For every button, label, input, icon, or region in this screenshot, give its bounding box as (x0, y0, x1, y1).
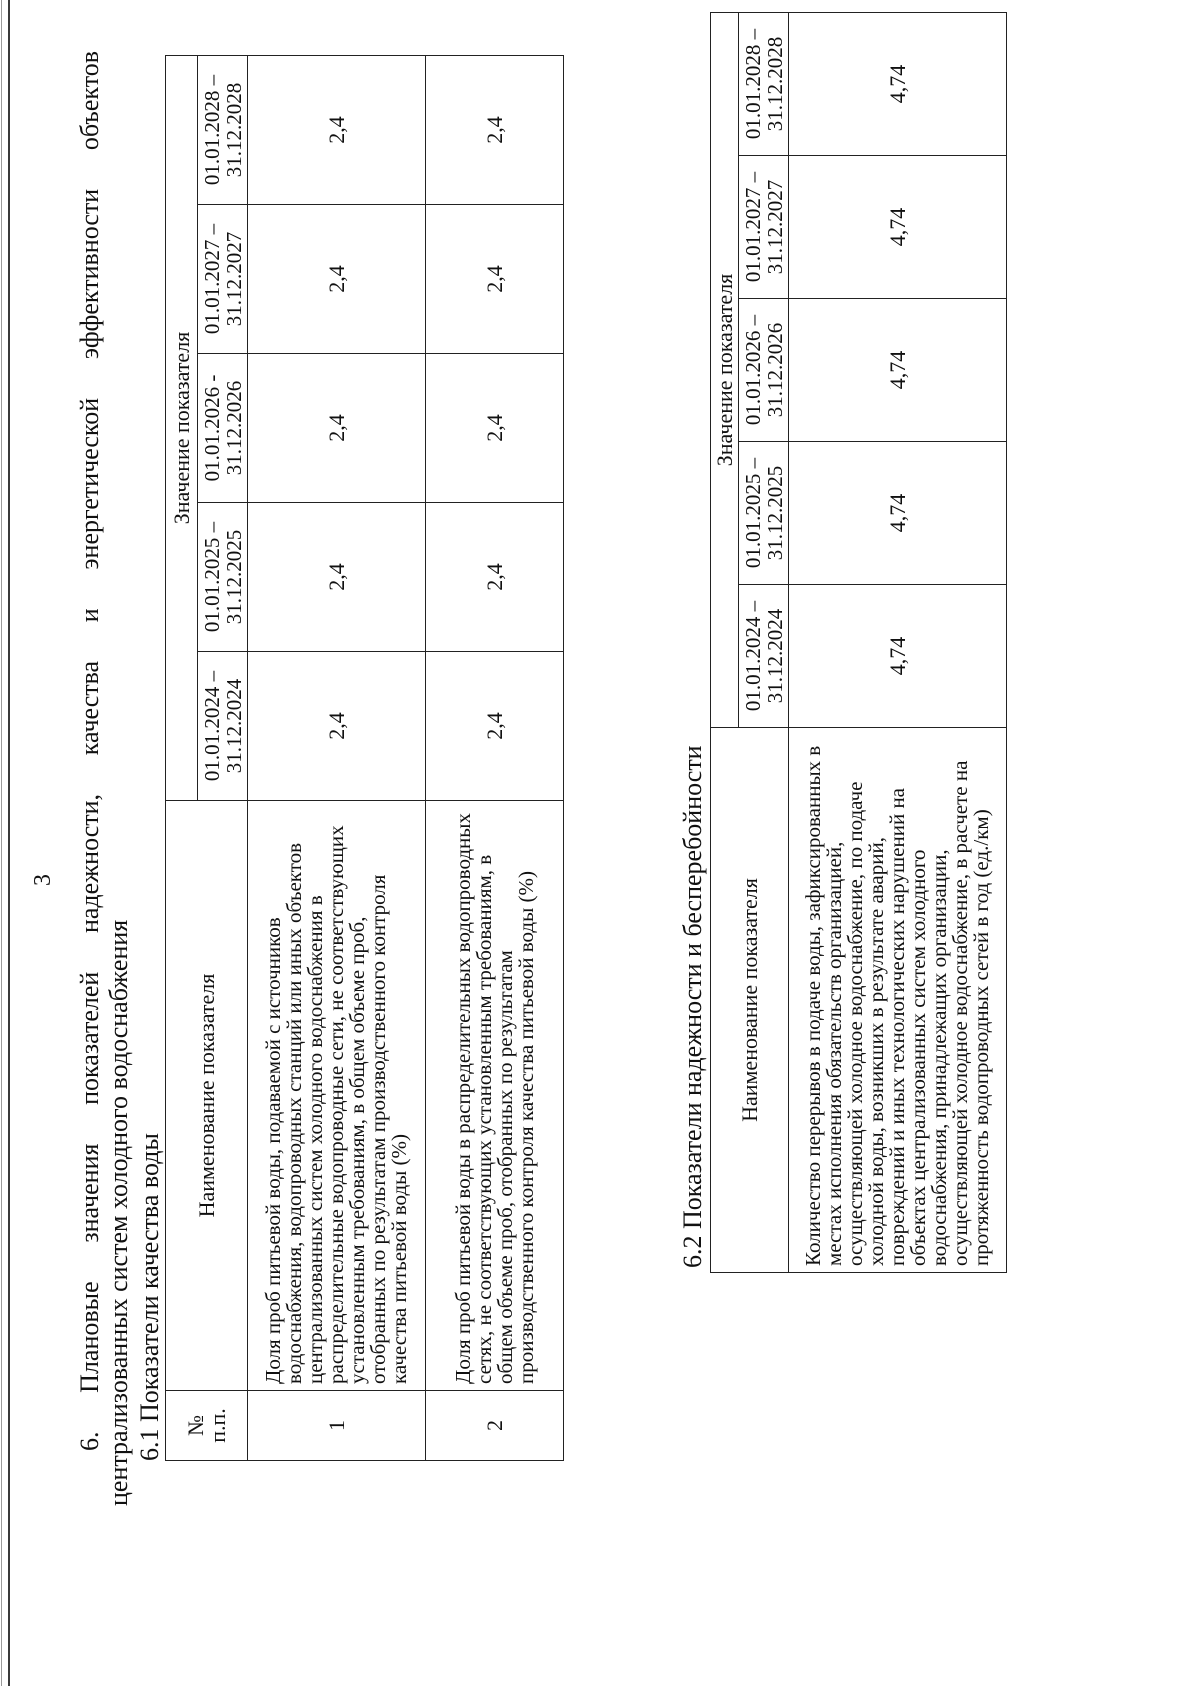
period-header: 01.01.2024 – 31.12.2024 (739, 585, 789, 728)
row-value: 2,4 (248, 205, 426, 354)
row-value: 2,4 (426, 652, 564, 801)
period-header: 01.01.2028 – 31.12.2028 (739, 12, 789, 155)
period-header: 01.01.2024 – 31.12.2024 (198, 652, 248, 801)
row-value: 2,4 (248, 55, 426, 204)
row-value: 2,4 (248, 503, 426, 652)
row-value: 4,74 (789, 585, 1007, 728)
heading-line-1: 6. Плановые значения показателей надежности, качества и энергетической эффективности объектов (75, 51, 104, 1451)
col-name-header: Наименование показателя (166, 801, 248, 1391)
row-number: 2 (426, 1391, 564, 1461)
row-name: Количество перерывов в подаче воды, зафиксированных в местах исполнения обязательств организацией, осуществляющей холодное водоснабжение, по подаче холодной воды, возникших в результате аварий, повреждений и иных технологических нарушений на объектах централизованных систем холодного водоснабжения, принадлежащих организации, осуществляющей холодное водоснабжение, в расчете на протяженность водопроводных сетей в год (ед./км) (789, 728, 1007, 1273)
row-value: 2,4 (248, 652, 426, 801)
col-value-group-header: Значение показателя (711, 12, 739, 727)
period-header: 01.01.2025 – 31.12.2025 (198, 503, 248, 652)
table-row (426, 55, 564, 1460)
table-row (789, 12, 1007, 1272)
row-value: 2,4 (426, 205, 564, 354)
row-value: 4,74 (789, 156, 1007, 299)
row-name: Доля проб питьевой воды, подаваемой с источников водоснабжения, водопроводных станций или иных объектов централизованных систем холодного водоснабжения в распределительные водопроводные сети, не соответствующих установленным требованиям, в общем объеме проб, отобранных по результатам производственного контроля качества питьевой воды (%) (248, 801, 426, 1391)
row-value: 2,4 (426, 55, 564, 204)
quality-table (165, 55, 564, 1461)
section-6-2-title: 6.2 Показатели надежности и бесперебойности (678, 745, 707, 1268)
section-6-1 (135, 46, 564, 1506)
row-value: 4,74 (789, 442, 1007, 585)
period-header: 01.01.2028 – 31.12.2028 (198, 55, 248, 204)
section-heading (75, 46, 133, 1506)
col-name-header: Наименование показателя (711, 728, 789, 1273)
period-header: 01.01.2025 – 31.12.2025 (739, 442, 789, 585)
row-value: 2,4 (426, 503, 564, 652)
section-6-1-title: 6.1 Показатели качества воды (135, 1133, 164, 1461)
row-value: 2,4 (426, 354, 564, 503)
page-number: 3 (30, 874, 56, 886)
col-value-group-header: Значение показателя (166, 55, 198, 800)
row-value: 4,74 (789, 12, 1007, 155)
table-row (248, 55, 426, 1460)
section-6-2 (678, 28, 1007, 1506)
reliability-table (710, 12, 1007, 1273)
period-header: 01.01.2027 – 31.12.2027 (739, 156, 789, 299)
period-header: 01.01.2027 – 31.12.2027 (198, 205, 248, 354)
heading-line-2: централизованных систем холодного водоснабжения (104, 919, 133, 1506)
row-name: Доля проб питьевой воды в распределительных водопроводных сетях, не соответствующих установленным требованиям, в общем объеме проб, отобранных по результатам производственного контроля качества питьевой воды (%) (426, 801, 564, 1391)
row-number: 1 (248, 1391, 426, 1461)
row-value: 4,74 (789, 299, 1007, 442)
col-number-header: № п.п. (166, 1391, 248, 1461)
period-header: 01.01.2026 - 31.12.2026 (198, 354, 248, 503)
period-header: 01.01.2026 – 31.12.2026 (739, 299, 789, 442)
row-value: 2,4 (248, 354, 426, 503)
